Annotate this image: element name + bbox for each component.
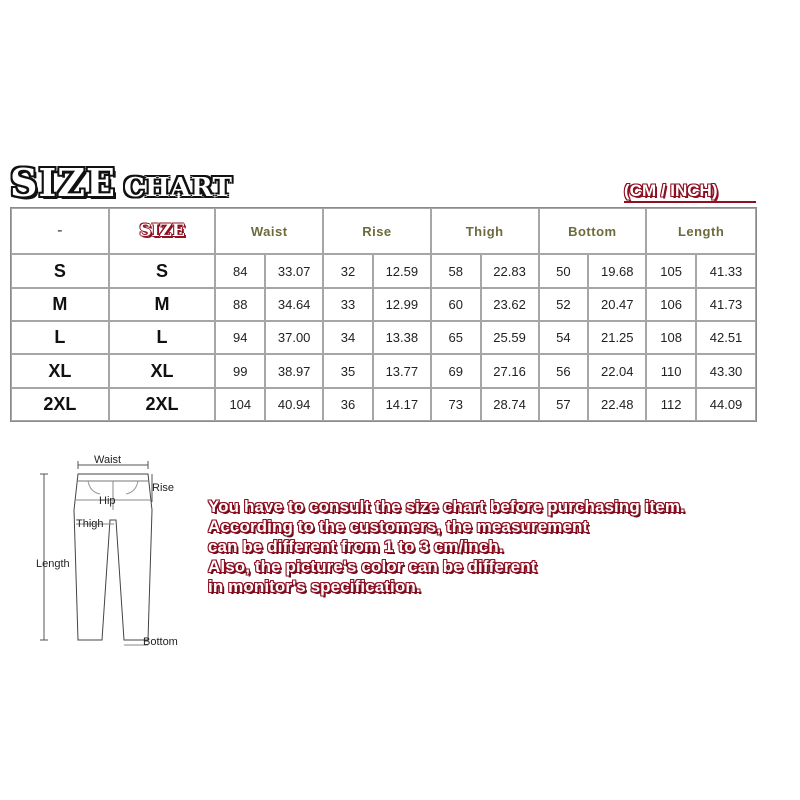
pants-diagram	[30, 450, 200, 660]
cell-cm-value: 57	[539, 388, 589, 421]
notice-line: You have to consult the size chart before purchasing item.	[208, 497, 685, 516]
header-size: SIZE	[109, 208, 216, 254]
cell-inch-value: 12.59	[373, 254, 431, 287]
header-rise: Rise	[323, 208, 431, 254]
cell-cm-value: 94	[215, 321, 265, 354]
notice-line: can be different from 1 to 3 cm/inch.	[208, 537, 504, 556]
row-size-label: XL	[11, 354, 109, 387]
unit-label: (CM / INCH)	[624, 181, 718, 200]
cell-cm-value: 50	[539, 254, 589, 287]
title-chart-word: CHART	[123, 173, 233, 203]
cell-inch-value: 14.17	[373, 388, 431, 421]
row-size-label: L	[11, 321, 109, 354]
cell-cm-value: 60	[431, 288, 481, 321]
cell-inch-value: 41.73	[696, 288, 756, 321]
table-row	[11, 254, 756, 287]
cell-inch-value: 28.74	[481, 388, 539, 421]
cell-cm-value: 32	[323, 254, 373, 287]
cell-cm-value: 112	[646, 388, 696, 421]
row-size-label: S	[11, 254, 109, 287]
cell-inch-value: 20.47	[588, 288, 646, 321]
row-size-label-alt: 2XL	[109, 388, 216, 421]
cell-cm-value: 104	[215, 388, 265, 421]
cell-cm-value: 56	[539, 354, 589, 387]
cell-inch-value: 40.94	[265, 388, 323, 421]
cell-inch-value: 13.38	[373, 321, 431, 354]
size-chart-title	[10, 160, 232, 205]
cell-cm-value: 108	[646, 321, 696, 354]
label-length: Length	[36, 558, 70, 570]
cell-cm-value: 35	[323, 354, 373, 387]
header-bottom: Bottom	[539, 208, 647, 254]
cell-cm-value: 84	[215, 254, 265, 287]
cell-cm-value: 36	[323, 388, 373, 421]
cell-cm-value: 54	[539, 321, 589, 354]
label-rise: Rise	[152, 482, 175, 494]
unit-underline	[624, 201, 756, 203]
header-dash: -	[11, 208, 109, 254]
table-row	[11, 388, 756, 421]
cell-inch-value: 27.16	[481, 354, 539, 387]
table-row	[11, 354, 756, 387]
cell-inch-value: 22.83	[481, 254, 539, 287]
cell-inch-value: 22.48	[588, 388, 646, 421]
row-size-label-alt: M	[109, 288, 216, 321]
cell-inch-value: 21.25	[588, 321, 646, 354]
cell-cm-value: 34	[323, 321, 373, 354]
table-header-row	[11, 208, 756, 254]
header-length: Length	[646, 208, 756, 254]
cell-inch-value: 33.07	[265, 254, 323, 287]
cell-cm-value: 110	[646, 354, 696, 387]
label-bottom: Bottom	[143, 636, 178, 648]
row-size-label-alt: L	[109, 321, 216, 354]
cell-cm-value: 33	[323, 288, 373, 321]
cell-cm-value: 73	[431, 388, 481, 421]
cell-inch-value: 19.68	[588, 254, 646, 287]
cell-inch-value: 38.97	[265, 354, 323, 387]
notice-line: in monitor's specification.	[208, 577, 421, 596]
row-size-label: 2XL	[11, 388, 109, 421]
cell-inch-value: 44.09	[696, 388, 756, 421]
cell-inch-value: 42.51	[696, 321, 756, 354]
row-size-label-alt: XL	[109, 354, 216, 387]
header-waist: Waist	[215, 208, 323, 254]
cell-inch-value: 23.62	[481, 288, 539, 321]
cell-inch-value: 25.59	[481, 321, 539, 354]
cell-cm-value: 99	[215, 354, 265, 387]
notice-line: Also, the picture's color can be different	[208, 557, 537, 576]
cell-cm-value: 106	[646, 288, 696, 321]
row-size-label: M	[11, 288, 109, 321]
size-table	[10, 207, 757, 422]
cell-cm-value: 105	[646, 254, 696, 287]
cell-inch-value: 34.64	[265, 288, 323, 321]
label-thigh: Thigh	[76, 518, 104, 530]
table-row	[11, 321, 756, 354]
cell-inch-value: 43.30	[696, 354, 756, 387]
cell-inch-value: 22.04	[588, 354, 646, 387]
row-size-label-alt: S	[109, 254, 216, 287]
label-hip: Hip	[99, 495, 116, 507]
pants-outline-icon	[30, 450, 200, 660]
purchase-notice	[208, 497, 798, 597]
cell-inch-value: 41.33	[696, 254, 756, 287]
cell-inch-value: 13.77	[373, 354, 431, 387]
cell-cm-value: 69	[431, 354, 481, 387]
title-size-word: SIZE	[10, 160, 116, 205]
cell-cm-value: 58	[431, 254, 481, 287]
cell-inch-value: 37.00	[265, 321, 323, 354]
label-waist: Waist	[94, 454, 122, 466]
cell-cm-value: 52	[539, 288, 589, 321]
cell-cm-value: 88	[215, 288, 265, 321]
notice-line: According to the customers, the measurement	[208, 517, 589, 536]
table-row	[11, 288, 756, 321]
cell-inch-value: 12.99	[373, 288, 431, 321]
header-thigh: Thigh	[431, 208, 539, 254]
cell-cm-value: 65	[431, 321, 481, 354]
